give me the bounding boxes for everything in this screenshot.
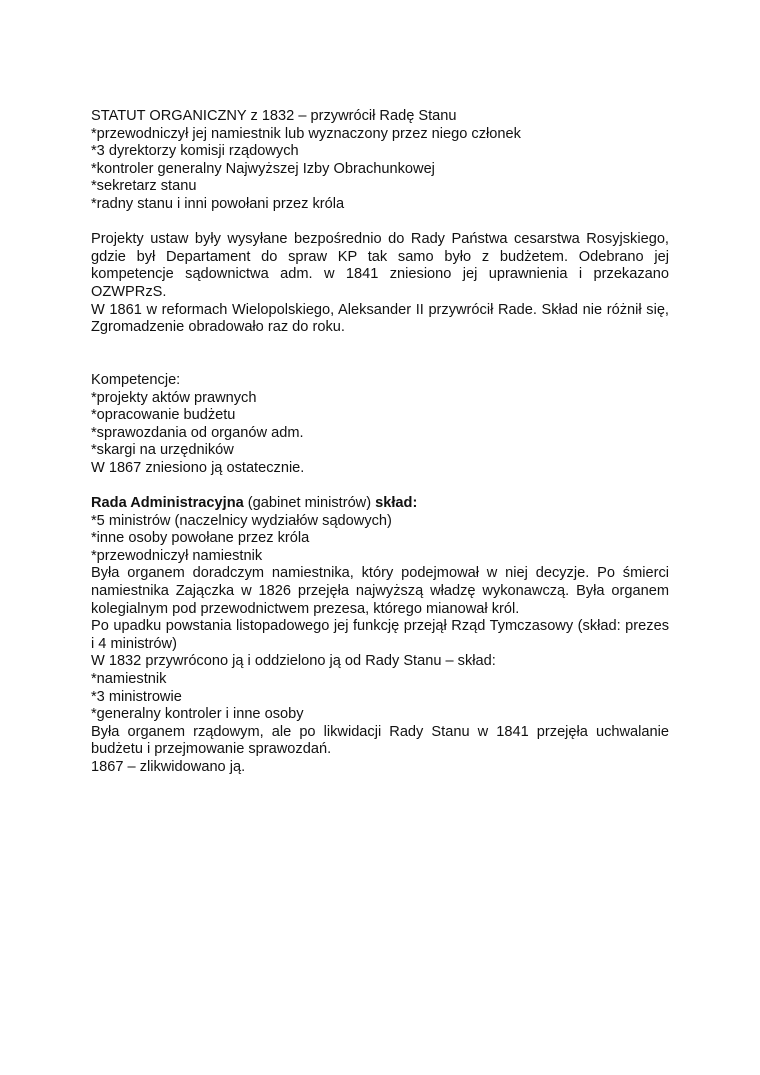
statut-item: *kontroler generalny Najwyższej Izby Obrachunkowej <box>91 160 435 177</box>
rada-paragraph: W 1832 przywrócono ją i oddzielono ją od Rady Stanu – skład: <box>91 653 496 670</box>
kompetencje-closing: W 1867 zniesiono ją ostatecznie. <box>91 459 305 476</box>
kompetencje-item: *projekty aktów prawnych <box>91 389 257 406</box>
rada-item: *inne osoby powołane przez króla <box>91 530 310 547</box>
spacer <box>91 477 669 495</box>
statut-item: *sekretarz stanu <box>91 178 197 195</box>
rada-paragraph: Była organem doradczym namiestnika, który podejmował w niej decyzje. Po śmierci namiestnika Zajączka w 1826 przejęła najwyższą władzę wykonawczą. Była organem kolegialnym pod przewodnictwem prezesa, którego mianował król. <box>91 565 669 617</box>
rada-paragraph: Była organem rządowym, ale po likwidacji Rady Stanu w 1841 przejęła uchwalanie budżetu i przejmowanie sprawozdań. <box>91 723 669 758</box>
document-page <box>91 108 669 777</box>
spacer <box>91 214 669 232</box>
statut-paragraph: Projekty ustaw były wysyłane bezpośrednio do Rady Państwa cesarstwa Rosyjskiego, gdzie był Departament do spraw KP tak samo było z budżetem. Odebrano jej kompetencje sądownictwa adm. w 1841 zniesiono jej uprawnienia i przekazano OZWPRzS. <box>91 231 669 300</box>
statut-item: *przewodniczył jej namiestnik lub wyznaczony przez niego członek <box>91 125 521 142</box>
rada-item: *generalny kontroler i inne osoby <box>91 706 304 723</box>
rada-item: *przewodniczył namiestnik <box>91 547 263 564</box>
statut-title: STATUT ORGANICZNY z 1832 – przywrócił Radę Stanu <box>91 108 457 124</box>
rada-paragraph: Po upadku powstania listopadowego jej funkcję przejął Rząd Tymczasowy (skład: prezes i 4 ministrów) <box>91 618 669 652</box>
rada-heading-bold: Rada Administracyjna <box>91 495 244 512</box>
rada-item: *5 ministrów (naczelnicy wydziałów sądowych) <box>91 512 392 529</box>
rada-item: *namiestnik <box>91 671 167 687</box>
kompetencje-item: *skargi na urzędników <box>91 442 234 459</box>
rada-heading <box>91 495 669 513</box>
statut-item: *radny stanu i inni powołani przez króla <box>91 195 345 212</box>
kompetencje-item: *sprawozdania od organów adm. <box>91 424 304 441</box>
statut-item: *3 dyrektorzy komisji rządowych <box>91 143 299 160</box>
rada-closing: 1867 – zlikwidowano ją. <box>91 758 246 775</box>
rada-item: *3 ministrowie <box>91 688 182 705</box>
kompetencje-heading: Kompetencje: <box>91 371 181 388</box>
statut-paragraph: W 1861 w reformach Wielopolskiego, Aleksander II przywrócił Rade. Skład nie różnił się, Zgromadzenie obradowało raz do roku. <box>91 301 669 336</box>
rada-heading-bold2: skład: <box>375 495 418 512</box>
spacer <box>91 337 669 372</box>
rada-heading-normal: (gabinet ministrów) <box>243 495 376 512</box>
kompetencje-item: *opracowanie budżetu <box>91 407 236 424</box>
